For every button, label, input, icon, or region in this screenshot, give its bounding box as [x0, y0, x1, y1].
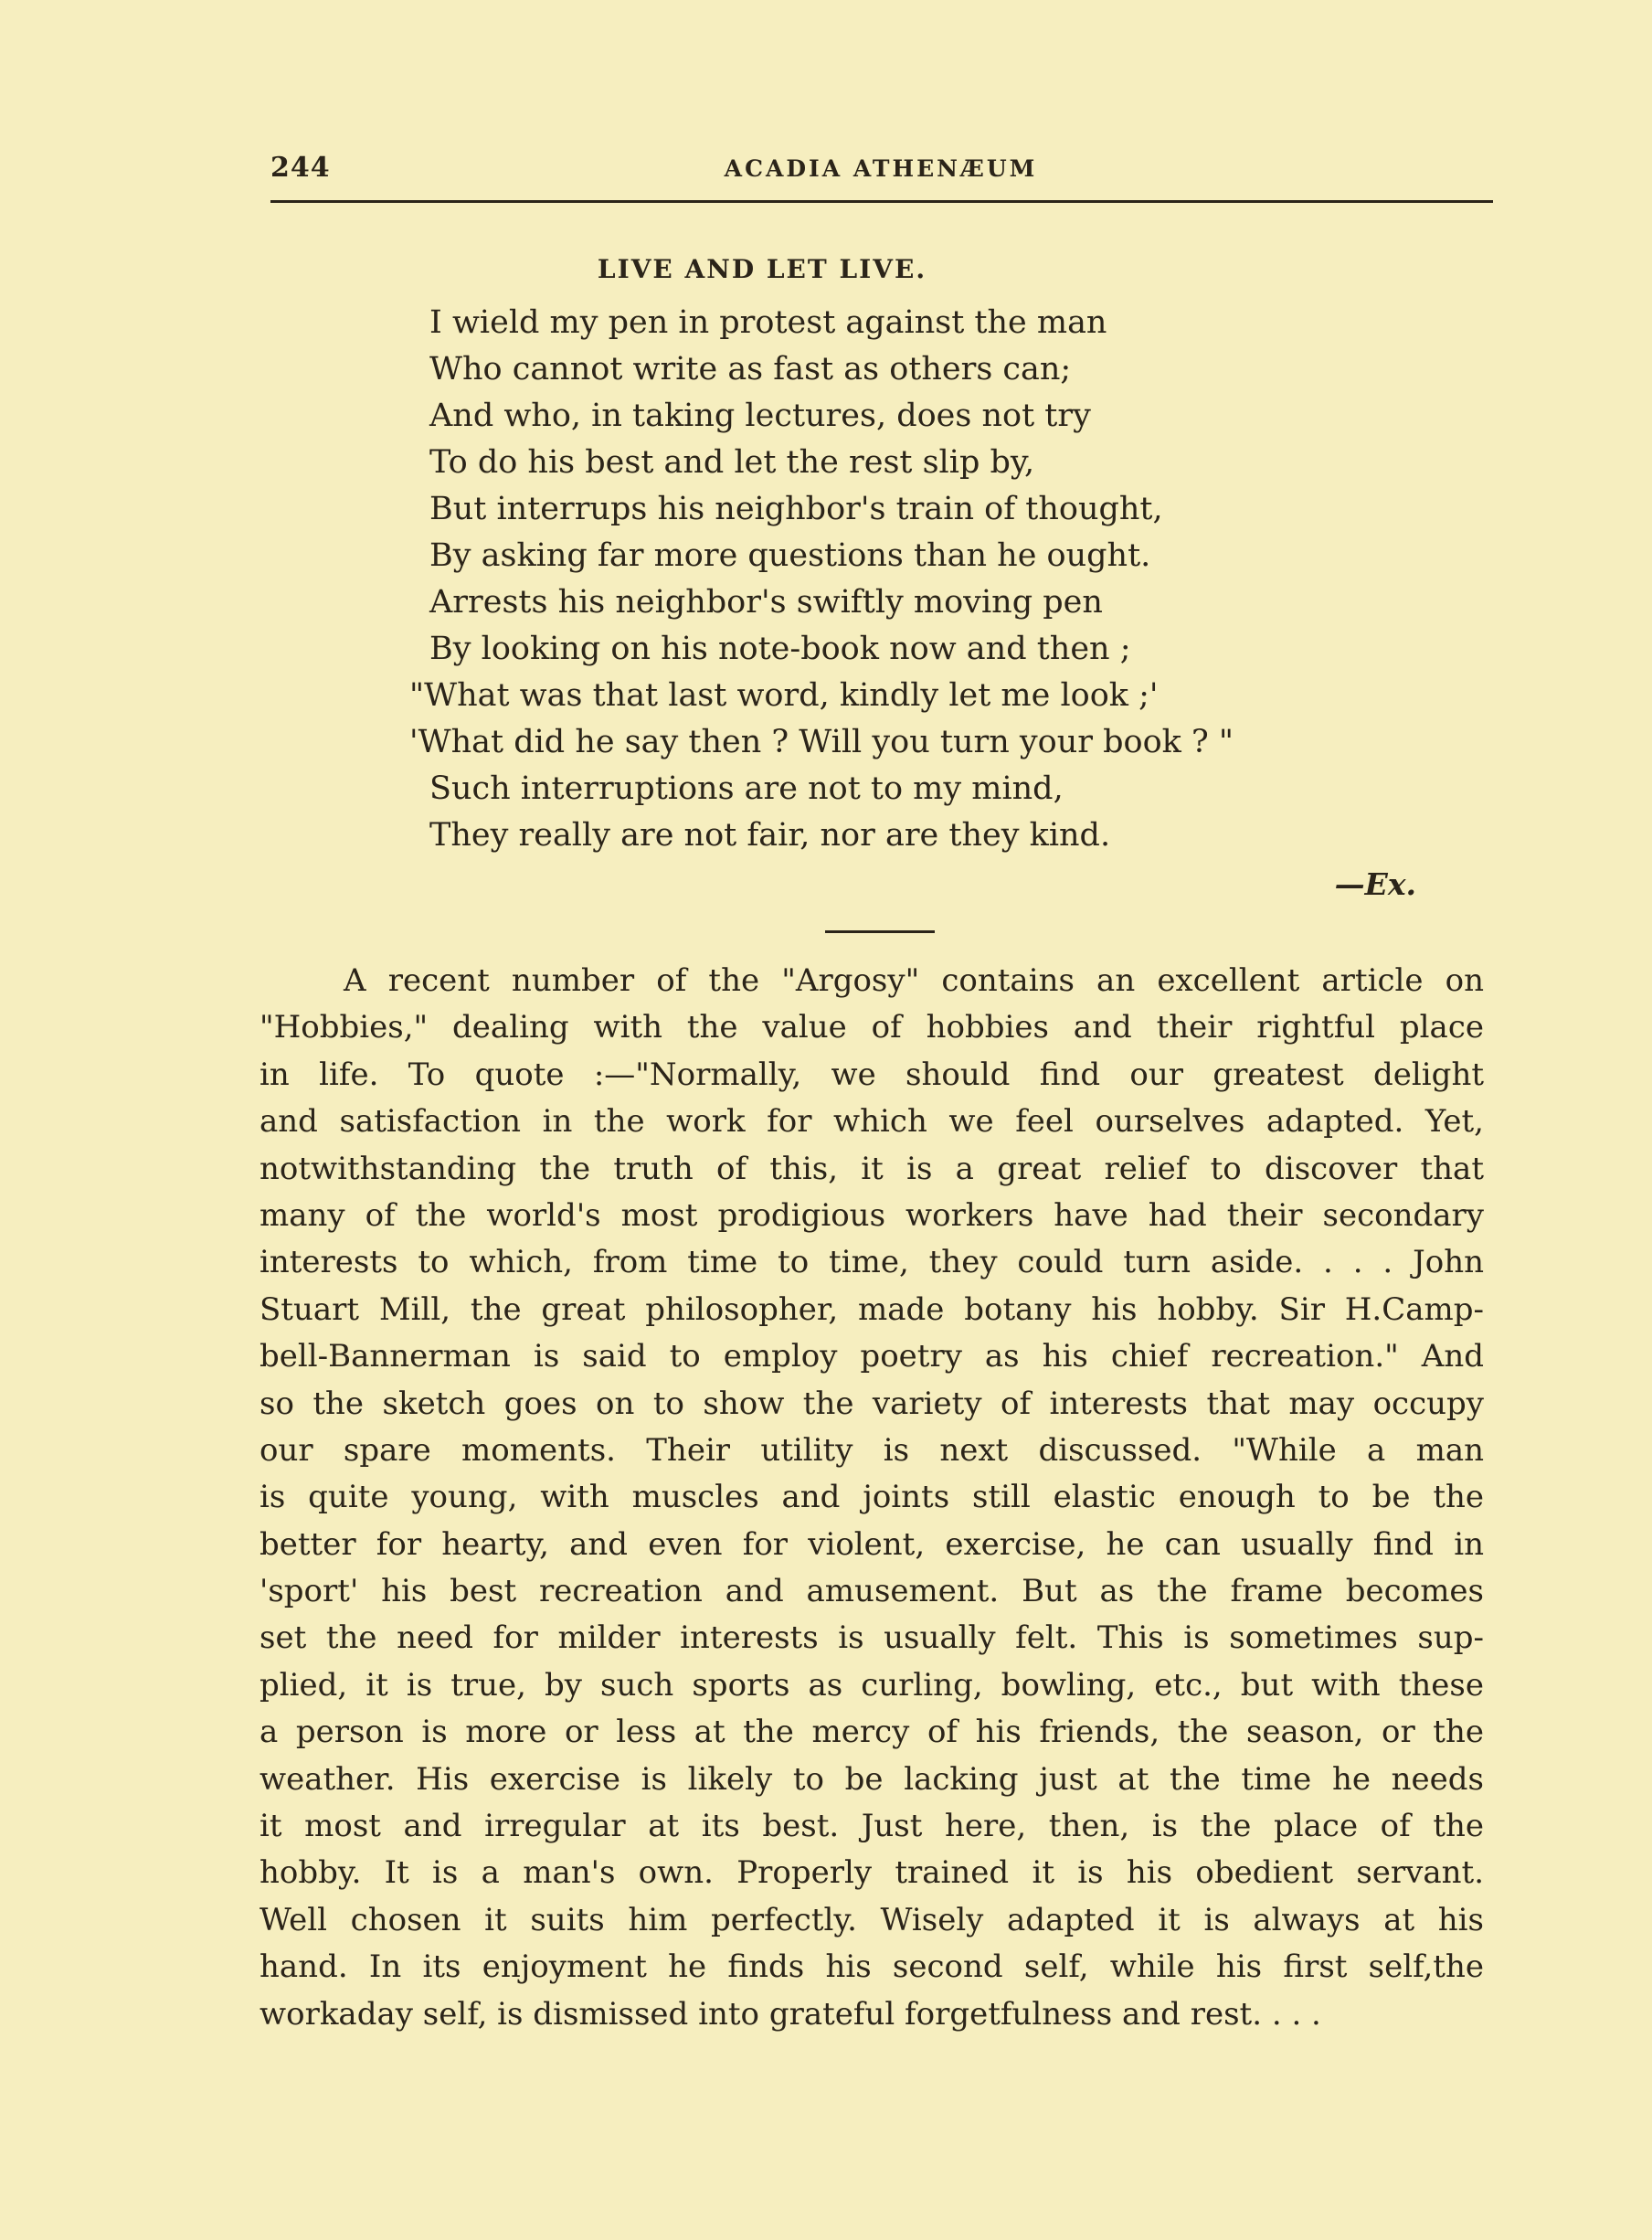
- poem-line: "What was that last word, kindly let me look ;': [409, 677, 1159, 714]
- article-line: hobby. It is a man's own. Properly trained it is his obedient servant.: [259, 1854, 1484, 1892]
- article-line: plied, it is true, by such sports as curling, bowling, etc., but with these: [259, 1666, 1484, 1704]
- article-line: our spare moments. Their utility is next discussed. "While a man: [259, 1431, 1484, 1469]
- poem-line: Who cannot write as fast as others can;: [429, 351, 1072, 387]
- article-line: 'sport' his best recreation and amusement. But as the frame becomes: [259, 1573, 1484, 1610]
- poem-title: LIVE AND LET LIVE.: [597, 254, 927, 284]
- article-line: set the need for milder interests is usually felt. This is sometimes sup-: [259, 1619, 1484, 1657]
- article-line: many of the world's most prodigious workers have had their secondary: [259, 1196, 1484, 1234]
- article-line: a person is more or less at the mercy of his friends, the season, or the: [259, 1714, 1484, 1751]
- poem-line: Arrests his neighbor's swiftly moving pen: [429, 584, 1103, 621]
- article-line: Stuart Mill, the great philosopher, made botany his hobby. Sir H.Camp-: [259, 1290, 1484, 1328]
- poem-line: But interrups his neighbor's train of thought,: [429, 491, 1163, 527]
- article-line: so the sketch goes on to show the variety of interests that may occupy: [259, 1385, 1484, 1422]
- article-body: [259, 958, 1484, 2038]
- poem-line: 'What did he say then ? Will you turn your book ? ": [409, 724, 1234, 760]
- poem-line: Such interruptions are not to my mind,: [429, 770, 1064, 807]
- header-rule: [270, 200, 1493, 203]
- article-line: "Hobbies," dealing with the value of hobbies and their rightful place: [259, 1009, 1484, 1046]
- article-line: bell-Bannerman is said to employ poetry as his chief recreation." And: [259, 1338, 1484, 1375]
- poem-line: And who, in taking lectures, does not try: [429, 398, 1091, 434]
- article-line: is quite young, with muscles and joints still elastic enough to be the: [259, 1479, 1484, 1516]
- article-line: A recent number of the "Argosy" contains an excellent article on: [344, 962, 1484, 999]
- article-line: and satisfaction in the work for which we feel ourselves adapted. Yet,: [259, 1103, 1484, 1141]
- poem-line: To do his best and let the rest slip by,: [429, 444, 1035, 481]
- poem-line: By looking on his note-book now and then ;: [429, 631, 1131, 667]
- article-line: workaday self, is dismissed into grateful forgetfulness and rest. . . .: [259, 1995, 1321, 2033]
- article-line: Well chosen it suits him perfectly. Wisely adapted it is always at his: [259, 1901, 1484, 1938]
- article-line: weather. His exercise is likely to be lacking just at the time he needs: [259, 1760, 1484, 1798]
- page-header: [270, 152, 1491, 188]
- article-line: better for hearty, and even for violent, exercise, he can usually find in: [259, 1525, 1484, 1563]
- poem: [409, 300, 1435, 859]
- article-line: interests to which, from time to time, they could turn aside. . . . John: [259, 1244, 1484, 1281]
- page-number: 244: [270, 152, 331, 184]
- poem-line: I wield my pen in protest against the man: [429, 304, 1107, 341]
- article-line: it most and irregular at its best. Just here, then, is the place of the: [259, 1808, 1484, 1845]
- running-title: ACADIA ATHENÆUM: [724, 155, 1038, 182]
- section-divider: [825, 930, 935, 933]
- article-line: in life. To quote :—"Normally, we should find our greatest delight: [259, 1056, 1484, 1093]
- poem-attribution: —Ex.: [1334, 866, 1416, 902]
- article-line: notwithstanding the truth of this, it is a great relief to discover that: [259, 1150, 1484, 1187]
- poem-line: By asking far more questions than he ought.: [429, 537, 1151, 574]
- article-line: hand. In its enjoyment he finds his second self, while his first self,the: [259, 1948, 1484, 1986]
- poem-line: They really are not fair, nor are they kind.: [429, 817, 1111, 854]
